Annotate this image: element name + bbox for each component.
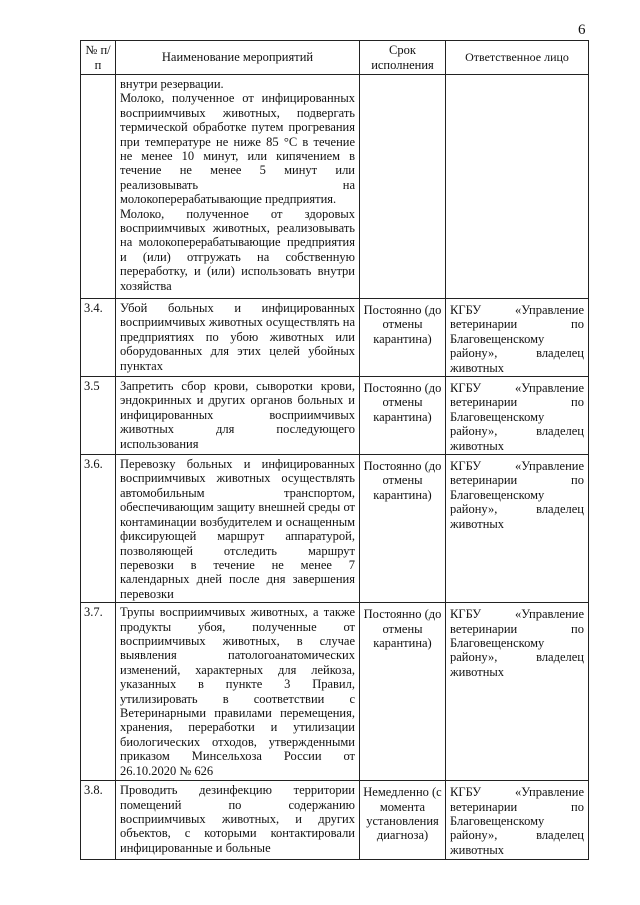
measures-table <box>80 40 589 860</box>
row-number: 3.6. <box>81 455 116 603</box>
measure-description <box>116 781 360 860</box>
measure-paragraph: внутри резервации. <box>120 77 224 91</box>
responsible-cell <box>446 75 589 299</box>
responsible-cell: КГБУ «Управление ветеринарии по Благовещенскому району», владелец животных <box>446 377 589 455</box>
term-cell: Постоянно (до отмены карантина) <box>360 455 446 603</box>
row-number: 3.8. <box>81 781 116 860</box>
measure-paragraph: Запретить сбор крови, сыворотки крови, эндокринных и других органов больных и инфицированных восприимчивых животных для последующего использования <box>120 379 355 451</box>
row-number: 3.5 <box>81 377 116 455</box>
responsible-cell: КГБУ «Управление ветеринарии по Благовещенскому району», владелец животных <box>446 603 589 781</box>
header-name: Наименование мероприятий <box>116 41 360 75</box>
table-row <box>81 603 589 781</box>
measure-paragraph: Молоко, полученное от здоровых восприимчивых животных, реализовывать на молокоперерабатывающие предприятия и (или) отгружать на собственную переработку, и (или) использовать внутри хозяйства <box>120 206 355 293</box>
responsible-cell: КГБУ «Управление ветеринарии по Благовещенскому району», владелец животных <box>446 781 589 860</box>
responsible-cell: КГБУ «Управление ветеринарии по Благовещенскому району», владелец животных <box>446 455 589 603</box>
measure-description <box>116 75 360 299</box>
table-row <box>81 75 589 299</box>
measure-paragraph: Убой больных и инфицированных восприимчивых животных осуществлять на предприятиях по убою животных или оборудованных для этих целей убойных пунктах <box>120 301 355 373</box>
measure-paragraph: Молоко, полученное от инфицированных восприимчивых животных, подвергать термической обработке путем прогревания при температуре не ниже 85 °С в течение не менее 10 минут, или кипячением в течение не менее 5 минут или реализовывать на молокоперерабатывающие предприятия. <box>120 91 355 207</box>
measure-description <box>116 299 360 377</box>
term-cell: Постоянно (до отмены карантина) <box>360 603 446 781</box>
page-number: 6 <box>578 22 586 38</box>
header-term: Срок исполнения <box>360 41 446 75</box>
header-num: № п/п <box>81 41 116 75</box>
term-cell <box>360 75 446 299</box>
measure-description <box>116 377 360 455</box>
measure-description <box>116 603 360 781</box>
measure-paragraph: Проводить дезинфекцию территории помещений по содержанию восприимчивых животных, и других объектов, с которыми контактировали инфицированные и больные <box>120 783 355 855</box>
term-cell: Постоянно (до отмены карантина) <box>360 299 446 377</box>
header-responsible: Ответственное лицо <box>446 41 589 75</box>
table-row <box>81 377 589 455</box>
table-row <box>81 455 589 603</box>
term-cell: Немедленно (с момента установления диагноза) <box>360 781 446 860</box>
row-number: 3.4. <box>81 299 116 377</box>
table-row <box>81 299 589 377</box>
row-number <box>81 75 116 299</box>
term-cell: Постоянно (до отмены карантина) <box>360 377 446 455</box>
table-header-row <box>81 41 589 75</box>
measure-description <box>116 455 360 603</box>
measure-paragraph: Трупы восприимчивых животных, а также продукты убоя, полученные от восприимчивых животных, в случае выявления патологоанатомических изменений, характерных для лейкоза, указанных в пункте 3 Правил, утилизировать в соответствии с Ветеринарными правилами перемещения, хранения, переработки и утилизации биологических отходов, утвержденными приказом Минсельхоза России от 26.10.2020 № 626 <box>120 605 355 778</box>
measure-paragraph: Перевозку больных и инфицированных восприимчивых животных осуществлять автомобильным транспортом, обеспечивающим защиту внешней среды от контаминации возбудителем и оснащенным фиксирующей маршрут аппаратурой, позволяющей отследить маршрут перевозки в течение не менее 7 календарных дней после дня завершения перевозки <box>120 457 355 601</box>
table-row <box>81 781 589 860</box>
responsible-cell: КГБУ «Управление ветеринарии по Благовещенскому району», владелец животных <box>446 299 589 377</box>
row-number: 3.7. <box>81 603 116 781</box>
